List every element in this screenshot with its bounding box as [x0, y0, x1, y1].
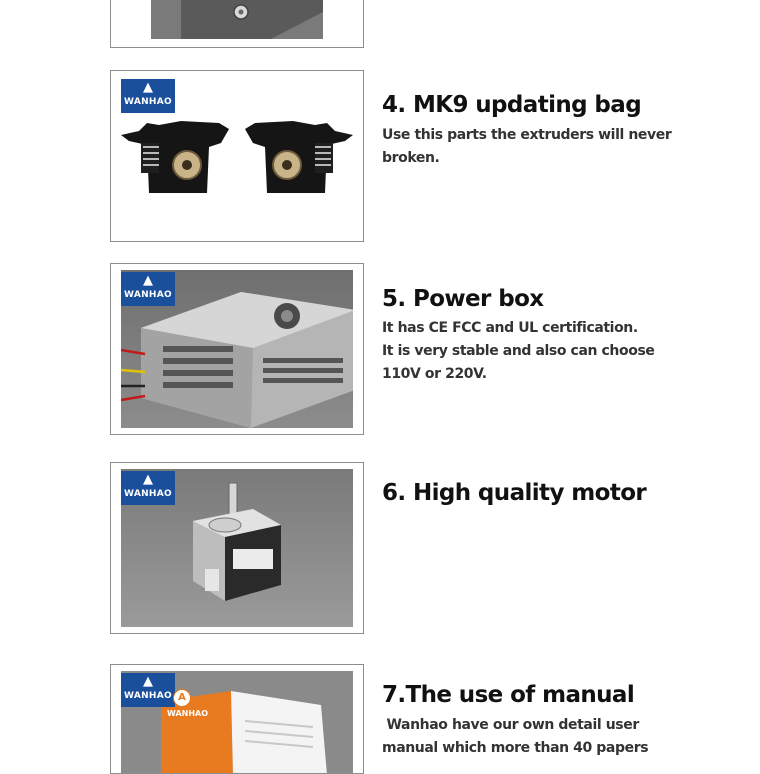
rhino-icon: ▲ — [143, 674, 153, 689]
extruder-levers-illustration — [119, 115, 355, 195]
product-image-card-top — [110, 0, 364, 48]
desc-line: It has CE FCC and UL certification. — [382, 320, 638, 336]
rhino-icon: ▲ — [143, 472, 153, 487]
section-title-motor: 6. High quality motor — [382, 480, 647, 506]
product-image-card-manual — [110, 664, 364, 774]
product-image-card-motor — [110, 462, 364, 634]
manual-cover-text: WANHAO — [167, 709, 209, 718]
rhino-icon: ▲ — [143, 273, 153, 288]
section-desc-mk9 — [382, 124, 682, 170]
wanhao-logo — [121, 272, 175, 306]
logo-text: WANHAO — [124, 691, 172, 701]
product-image-card-power — [110, 263, 364, 435]
metal-plate-illustration — [151, 0, 323, 39]
desc-line: 110V or 220V. — [382, 366, 487, 382]
section-title-mk9: 4. MK9 updating bag — [382, 92, 642, 118]
wanhao-logo — [121, 471, 175, 505]
wanhao-logo — [121, 673, 175, 707]
desc-line: manual which more than 40 papers — [382, 740, 649, 756]
wanhao-logo — [121, 79, 175, 113]
desc-line: broken. — [382, 150, 440, 166]
desc-line: Wanhao have our own detail user — [382, 717, 639, 733]
logo-text: WANHAO — [124, 489, 172, 499]
logo-text: WANHAO — [124, 290, 172, 300]
section-desc-power — [382, 317, 682, 386]
logo-text: WANHAO — [124, 97, 172, 107]
metal-plate-photo — [151, 0, 323, 39]
section-title-manual: 7.The use of manual — [382, 682, 635, 708]
manual-badge: A — [173, 689, 191, 707]
section-title-power: 5. Power box — [382, 286, 544, 312]
product-image-card-mk9 — [110, 70, 364, 242]
desc-line: It is very stable and also can choose — [382, 343, 655, 359]
rhino-icon: ▲ — [143, 80, 153, 95]
section-desc-manual — [382, 714, 682, 760]
desc-line: Use this parts the extruders will never — [382, 127, 672, 143]
